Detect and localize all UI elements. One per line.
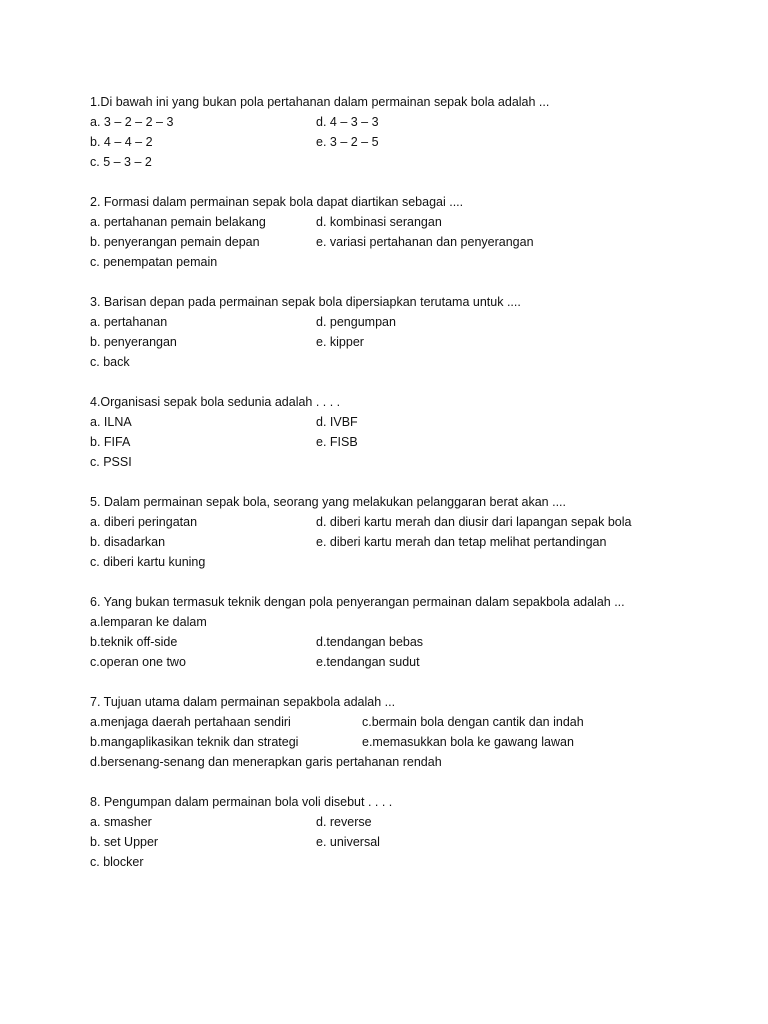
option-left: a. smasher [90,815,152,829]
option-row [90,152,750,172]
option-row [90,812,750,832]
quiz-document [90,92,750,892]
option-row [90,552,750,572]
question-text: 3. Barisan depan pada permainan sepak bola dipersiapkan terutama untuk .... [90,295,521,309]
option-right: e. kipper [316,335,364,349]
option-row [90,452,750,472]
question-block [90,292,750,372]
option-left: b. penyerangan pemain depan [90,235,260,249]
option-left: b. 4 – 4 – 2 [90,135,153,149]
option-row [90,312,750,332]
option-right: d. IVBF [316,415,358,429]
option-left: b.mangaplikasikan teknik dan strategi [90,735,299,749]
question-block [90,392,750,472]
option-row [90,712,750,732]
option-left: b. penyerangan [90,335,177,349]
option-left: b. set Upper [90,835,159,849]
option-left: c. 5 – 3 – 2 [90,155,152,169]
option-right: e. universal [316,835,380,849]
option-left: c. back [90,355,130,369]
question-block [90,92,750,172]
question-text: 8. Pengumpan dalam permainan bola voli disebut . . . . [90,795,393,809]
option-row [90,252,750,272]
option-row [90,332,750,352]
option-left: b.teknik off-side [90,635,178,649]
option-right: e. 3 – 2 – 5 [316,135,379,149]
option-row [90,632,750,652]
option-left: a.menjaga daerah pertahaan sendiri [90,715,291,729]
option-right: e.memasukkan bola ke gawang lawan [362,735,574,749]
option-left: c. PSSI [90,455,132,469]
option-right: d. 4 – 3 – 3 [316,115,379,129]
option-row [90,652,750,672]
option-right: e. diberi kartu merah dan tetap melihat pertandingan [316,535,607,549]
option-row [90,212,750,232]
option-right: d.tendangan bebas [316,635,424,649]
option-left: b. FIFA [90,435,131,449]
option-left: a.lemparan ke dalam [90,615,207,629]
option-left: c. diberi kartu kuning [90,555,206,569]
option-row [90,752,750,772]
question-text: 4.Organisasi sepak bola sedunia adalah . . . . [90,395,341,409]
option-left: c. penempatan pemain [90,255,218,269]
question-block [90,792,750,872]
option-right: d. kombinasi serangan [316,215,442,229]
option-row [90,132,750,152]
option-right: d. reverse [316,815,372,829]
option-row [90,512,750,532]
option-row [90,732,750,752]
option-row [90,232,750,252]
question-block [90,492,750,572]
option-left: b. disadarkan [90,535,166,549]
option-row [90,532,750,552]
option-right: c.bermain bola dengan cantik dan indah [362,715,584,729]
question-block [90,592,750,672]
option-row [90,612,750,632]
option-right: d. diberi kartu merah dan diusir dari lapangan sepak bola [316,515,632,529]
question-text: 6. Yang bukan termasuk teknik dengan pola penyerangan permainan dalam sepakbola adalah ... [90,595,625,609]
option-left: a. pertahanan [90,315,168,329]
question-block [90,692,750,772]
option-row [90,412,750,432]
option-row [90,832,750,852]
option-row [90,112,750,132]
option-right: e.tendangan sudut [316,655,420,669]
option-row [90,432,750,452]
option-right: d. pengumpan [316,315,396,329]
option-left: c. blocker [90,855,144,869]
option-left: c.operan one two [90,655,186,669]
option-right: e. variasi pertahanan dan penyerangan [316,235,534,249]
option-left: a. ILNA [90,415,132,429]
option-row [90,352,750,372]
option-right: e. FISB [316,435,358,449]
question-text: 5. Dalam permainan sepak bola, seorang yang melakukan pelanggaran berat akan .... [90,495,566,509]
option-left: a. pertahanan pemain belakang [90,215,266,229]
question-block [90,192,750,272]
question-text: 7. Tujuan utama dalam permainan sepakbola adalah ... [90,695,396,709]
option-left: a. diberi peringatan [90,515,198,529]
question-text: 1.Di bawah ini yang bukan pola pertahanan dalam permainan sepak bola adalah ... [90,95,550,109]
option-row [90,852,750,872]
option-left: a. 3 – 2 – 2 – 3 [90,115,174,129]
question-text: 2. Formasi dalam permainan sepak bola dapat diartikan sebagai .... [90,195,464,209]
option-left: d.bersenang-senang dan menerapkan garis pertahanan rendah [90,755,442,769]
